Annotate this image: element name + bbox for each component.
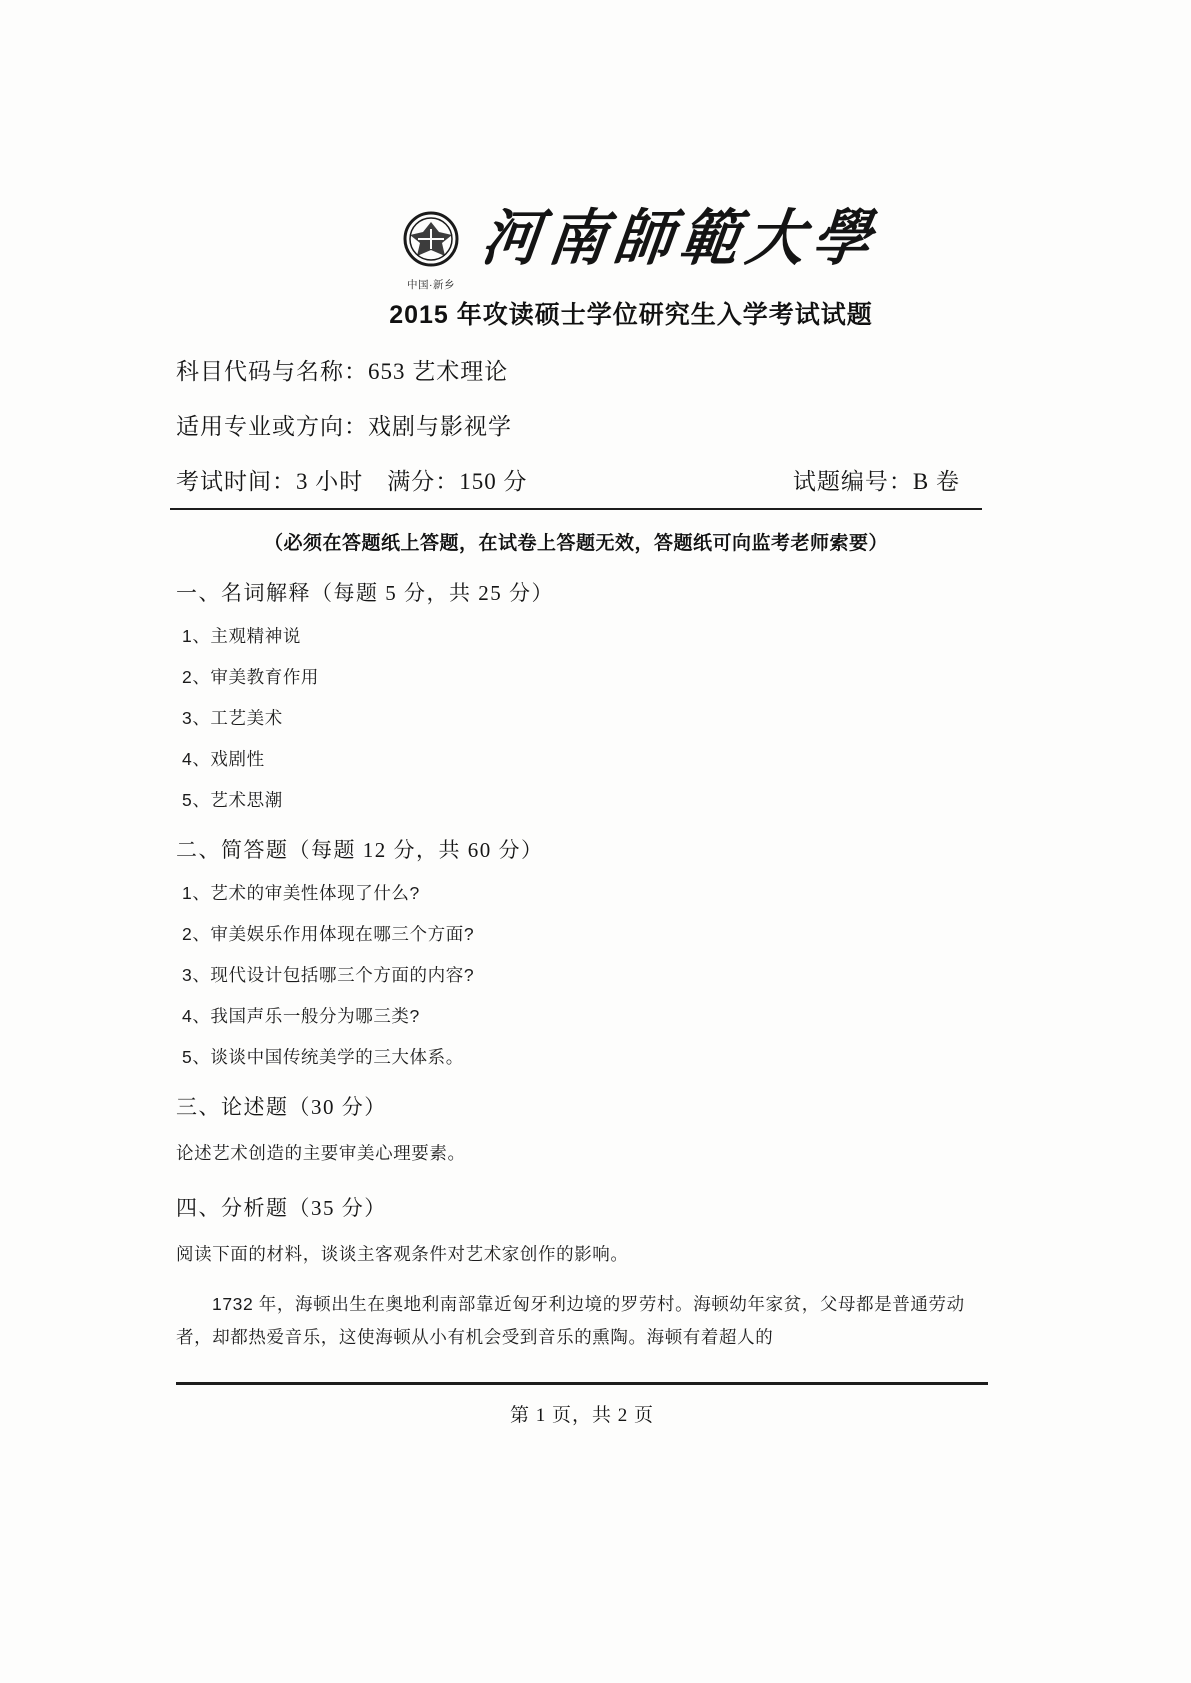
subject-code-name: 科目代码与名称：653 艺术理论 (176, 359, 509, 384)
masthead (296, 204, 976, 291)
question-item: 2、审美娱乐作用体现在哪三个方面? (182, 924, 475, 944)
footer-divider (176, 1382, 988, 1385)
question-item: 5、谈谈中国传统美学的三大体系。 (182, 1047, 464, 1067)
question-item: 阅读下面的材料，谈谈主客观条件对艺术家创作的影响。 (176, 1244, 629, 1265)
section-heading: 四、分析题（35 分） (176, 1196, 387, 1221)
major-direction: 适用专业或方向：戏剧与影视学 (176, 414, 512, 439)
university-name: 河南師範大學 (478, 204, 883, 273)
page-footer: 第 1 页，共 2 页 (509, 1405, 654, 1426)
question-item: 1、艺术的审美性体现了什么? (182, 883, 420, 903)
university-crest-icon (394, 205, 468, 291)
question-item: 3、工艺美术 (182, 708, 283, 728)
question-item: 5、艺术思潮 (182, 790, 283, 810)
answer-sheet-notice: （必须在答题纸上答题，在试卷上答题无效，答题纸可向监考老师索要） (263, 533, 888, 554)
exam-time-score: 考试时间：3 小时 满分：150 分 (176, 469, 528, 494)
question-item: 论述艺术创造的主要审美心理要素。 (176, 1143, 466, 1163)
question-item: 4、我国声乐一般分为哪三类? (182, 1006, 420, 1026)
exam-title: 2015 年攻读硕士学位研究生入学考试试题 (389, 301, 873, 329)
page-content (176, 205, 976, 1354)
header-divider (170, 508, 982, 510)
crest-caption: 中国·新乡 (406, 279, 455, 291)
exam-time-and-paper-no (176, 463, 976, 496)
material-paragraph: 1732 年，海顿出生在奥地利南部靠近匈牙利边境的罗劳村。海顿幼年家贫，父母都是普通劳动者，却都热爱音乐，这使海顿从小有机会受到音乐的熏陶。海顿有着超人的 (176, 1293, 965, 1347)
section-heading: 二、简答题（每题 12 分，共 60 分） (176, 838, 544, 862)
section-heading: 一、名词解释（每题 5 分，共 25 分） (176, 581, 554, 605)
paper-number: 试题编号：B 卷 (792, 469, 960, 494)
section-heading: 三、论述题（30 分） (176, 1095, 387, 1119)
question-item: 2、审美教育作用 (182, 667, 320, 687)
question-item: 4、戏剧性 (182, 749, 265, 769)
question-item: 1、主观精神说 (182, 626, 301, 646)
question-item: 3、现代设计包括哪三个方面的内容? (182, 965, 475, 985)
